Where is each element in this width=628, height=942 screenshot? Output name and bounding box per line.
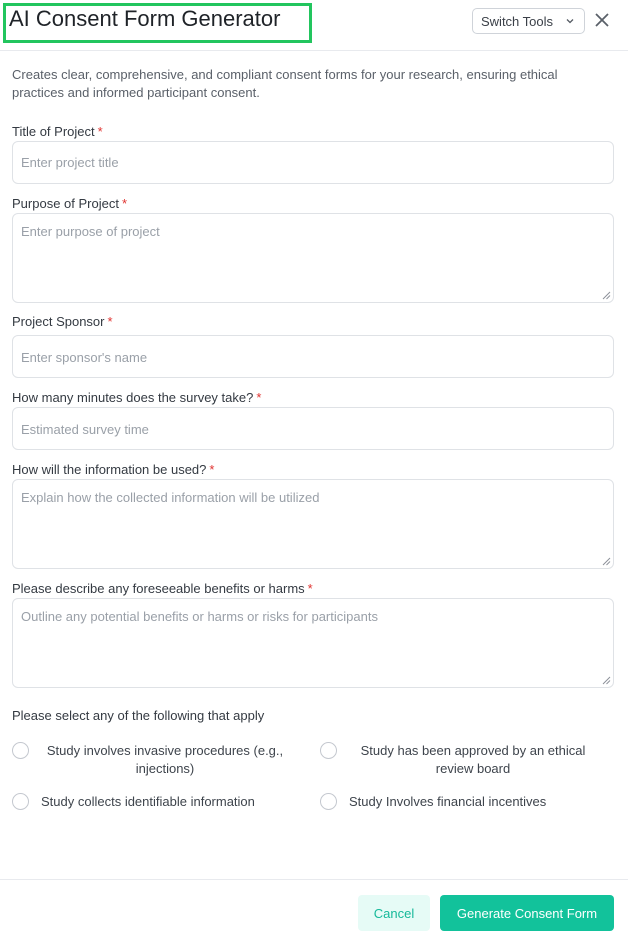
ethical-review-label: Study has been approved by an ethical review board	[360, 743, 586, 776]
project-title-placeholder: Enter project title	[21, 155, 119, 170]
title-of-project-label	[12, 124, 103, 139]
required-marker: *	[307, 581, 313, 596]
field-label-text: How will the information be used?	[12, 462, 207, 477]
required-marker: *	[256, 390, 262, 405]
generate-consent-form-button[interactable]: Generate Consent Form	[440, 895, 614, 931]
project-purpose-placeholder: Enter purpose of project	[21, 224, 160, 239]
benefits-harms-placeholder: Outline any potential benefits or harms or risks for participants	[21, 609, 378, 624]
benefits-harms-label	[12, 581, 313, 596]
benefits-harms-textarea[interactable]	[12, 598, 614, 688]
resize-handle-icon[interactable]	[602, 676, 611, 685]
chevron-down-icon	[566, 17, 574, 25]
identifiable-information-checkbox[interactable]	[12, 793, 29, 810]
financial-incentives-label: Study Involves financial incentives	[349, 794, 547, 809]
project-sponsor-placeholder: Enter sponsor's name	[21, 350, 148, 365]
ethical-review-checkbox[interactable]	[320, 742, 337, 759]
identifiable-information-label: Study collects identifiable information	[41, 794, 255, 809]
field-label-text: Title of Project	[12, 124, 95, 139]
tool-description: Creates clear, comprehensive, and compliant consent forms for your research, ensuring ethical practices and informed participant consent.	[12, 67, 558, 100]
resize-handle-icon[interactable]	[602, 557, 611, 566]
switch-tools-button[interactable]	[472, 8, 585, 34]
resize-handle-icon[interactable]	[602, 291, 611, 300]
project-sponsor-input[interactable]	[12, 335, 614, 378]
cancel-button[interactable]: Cancel	[358, 895, 430, 931]
information-use-label	[12, 462, 214, 477]
information-use-textarea[interactable]	[12, 479, 614, 569]
switch-tools-label: Switch Tools	[481, 13, 554, 29]
field-label-text: How many minutes does the survey take?	[12, 390, 254, 405]
options-heading: Please select any of the following that apply	[12, 708, 265, 723]
information-use-placeholder: Explain how the collected information will be utilized	[21, 490, 320, 505]
financial-incentives-checkbox[interactable]	[320, 793, 337, 810]
field-label-text: Please describe any foreseeable benefits or harms	[12, 581, 305, 596]
survey-minutes-label	[12, 390, 261, 405]
required-marker: *	[209, 462, 215, 477]
field-label-text: Purpose of Project	[12, 196, 119, 211]
invasive-procedures-checkbox[interactable]	[12, 742, 29, 759]
field-label-text: Project Sponsor	[12, 314, 105, 329]
project-title-input[interactable]	[12, 141, 614, 184]
invasive-procedures-label: Study involves invasive procedures (e.g., injections)	[46, 743, 284, 776]
project-sponsor-label	[12, 314, 113, 329]
required-marker: *	[97, 124, 103, 139]
purpose-of-project-label	[12, 196, 127, 211]
close-icon[interactable]	[593, 11, 611, 29]
survey-time-placeholder: Estimated survey time	[21, 422, 149, 437]
project-purpose-textarea[interactable]	[12, 213, 614, 303]
page-title: AI Consent Form Generator	[9, 6, 281, 31]
modal-header	[0, 0, 628, 51]
required-marker: *	[121, 196, 128, 211]
survey-time-input[interactable]	[12, 407, 614, 450]
required-marker: *	[107, 314, 113, 329]
